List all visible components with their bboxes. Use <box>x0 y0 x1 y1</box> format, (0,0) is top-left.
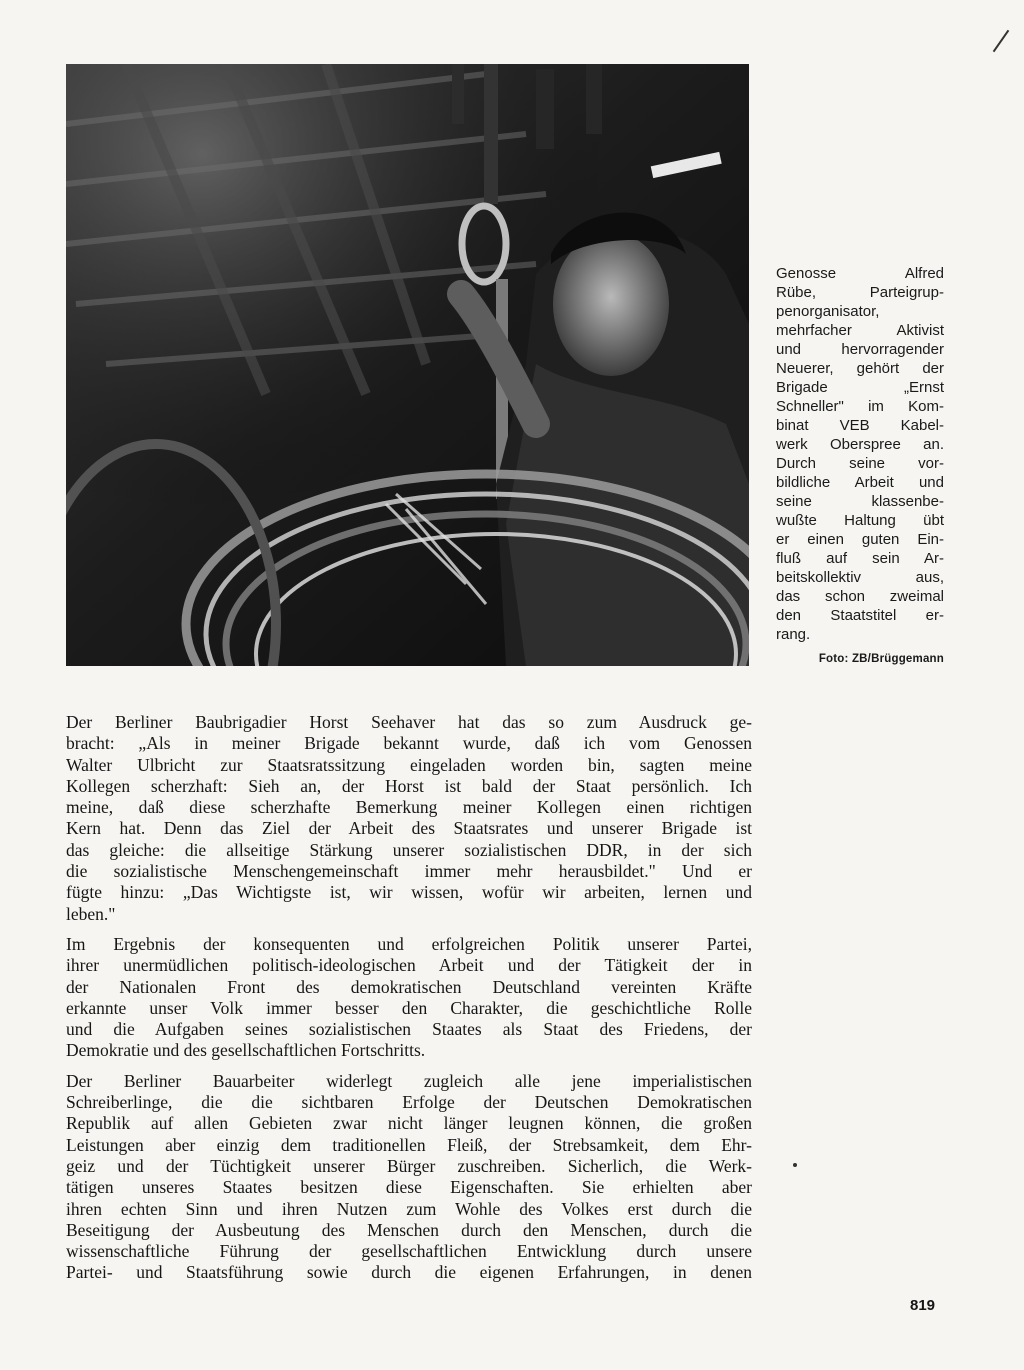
paragraph <box>66 712 752 925</box>
caption-line: und hervorragender <box>776 341 944 358</box>
text-line: das gleiche: die allseitige Stärkung unserer sozialistischen DDR, in der sich <box>66 839 752 860</box>
caption-line: bildliche Arbeit und <box>776 474 944 491</box>
caption-line: er einen guten Ein- <box>776 531 944 548</box>
text-line: geiz und der Tüchtigkeit unserer Bürger zuschreiben. Sicherlich, die Werk- <box>66 1155 752 1176</box>
text-line: leben." <box>66 903 116 924</box>
caption-line: binat VEB Kabel- <box>776 417 944 434</box>
text-line: Demokratie und des gesellschaftlichen Fortschritts. <box>66 1040 426 1061</box>
caption-line: Brigade „Ernst <box>776 379 944 396</box>
text-line: ihren echten Sinn und ihren Nutzen zum Wohle des Volkes erst durch die <box>66 1198 752 1219</box>
text-line: der Nationalen Front des demokratischen Deutschland vereinten Kräfte <box>66 976 752 997</box>
text-line: Partei- und Staatsführung sowie durch die eigenen Erfahrungen, in denen <box>66 1262 752 1283</box>
caption-line: werk Oberspree an. <box>776 436 944 453</box>
text-line: ihrer unermüdlichen politisch-ideologischen Arbeit und der Tätigkeit der in <box>66 955 752 976</box>
text-line: bracht: „Als in meiner Brigade bekannt wurde, daß ich vom Genossen <box>66 733 752 754</box>
photo-illustration <box>66 64 749 666</box>
text-line: erkannte unser Volk immer besser den Charakter, die geschichtliche Rolle <box>66 997 752 1018</box>
caption-line: Neuerer, gehört der <box>776 360 944 377</box>
article-body <box>66 712 752 1293</box>
photo-credit: Foto: ZB/Brüggemann <box>818 653 944 665</box>
caption-line: Durch seine vor- <box>776 455 944 472</box>
caption-line: das schon zweimal <box>776 588 944 605</box>
text-line: Im Ergebnis der konsequenten und erfolgreichen Politik unserer Partei, <box>66 933 752 954</box>
caption-line: wußte Haltung übt <box>776 512 944 529</box>
text-line: Republik auf allen Gebieten zwar nicht länger leugnen können, die großen <box>66 1113 752 1134</box>
caption-line: Rübe, Parteigrup- <box>776 284 944 301</box>
caption-line: den Staatstitel er- <box>776 607 944 624</box>
caption-line: fluß auf sein Ar- <box>776 550 944 567</box>
paragraph <box>66 1071 752 1284</box>
caption-line: rang. <box>776 626 811 643</box>
text-line: Leistungen aber einzig dem traditionellen Fleiß, der Strebsamkeit, dem Ehr- <box>66 1134 752 1155</box>
caption-line: beitskollektiv aus, <box>776 569 944 586</box>
text-line: und die Aufgaben seines sozialistischen Staates als Staat des Friedens, der <box>66 1019 752 1040</box>
text-line: Kern hat. Denn das Ziel der Arbeit des Staatsrates und unserer Brigade ist <box>66 818 752 839</box>
margin-pencil-mark <box>993 30 1010 52</box>
text-line: Kollegen scherzhaft: Sieh an, der Horst ist bald der Staat persönlich. Ich <box>66 775 752 796</box>
text-line: die sozialistische Menschengemeinschaft immer mehr herausbildet." Und er <box>66 861 752 882</box>
caption-line: Genosse Alfred <box>776 265 944 282</box>
paragraph <box>66 934 752 1062</box>
caption-line: Schneller" im Kom- <box>776 398 944 415</box>
margin-dot <box>793 1163 797 1167</box>
text-line: Beseitigung der Ausbeutung des Menschen durch den Menschen, durch die <box>66 1219 752 1240</box>
text-line: Walter Ulbricht zur Staatsratssitzung eingeladen worden bin, sagten meine <box>66 754 752 775</box>
text-line: fügte hinzu: „Das Wichtigste ist, wir wissen, wofür wir arbeiten, lernen und <box>66 882 752 903</box>
text-line: Schreiberlinge, die die sichtbaren Erfolge der Deutschen Demokratischen <box>66 1092 752 1113</box>
text-line: tätigen unseres Staates besitzen diese Eigenschaften. Sie erhielten aber <box>66 1177 752 1198</box>
text-line: Der Berliner Baubrigadier Horst Seehaver hat das so zum Ausdruck ge- <box>66 712 752 732</box>
text-line: meine, daß diese scherzhafte Bemerkung meiner Kollegen einen richtigen <box>66 797 752 818</box>
page-number: 819 <box>910 1297 936 1314</box>
caption-line: penorganisator, <box>776 303 880 320</box>
caption-line: mehrfacher Aktivist <box>776 322 944 339</box>
caption-line: seine klassenbe- <box>776 493 944 510</box>
text-line: wissenschaftliche Führung der gesellschaftlichen Entwicklung durch unsere <box>66 1241 752 1262</box>
photo-caption <box>776 264 944 669</box>
text-line: Der Berliner Bauarbeiter widerlegt zugleich alle jene imperialistischen <box>66 1070 752 1091</box>
worker-photo <box>66 64 749 666</box>
